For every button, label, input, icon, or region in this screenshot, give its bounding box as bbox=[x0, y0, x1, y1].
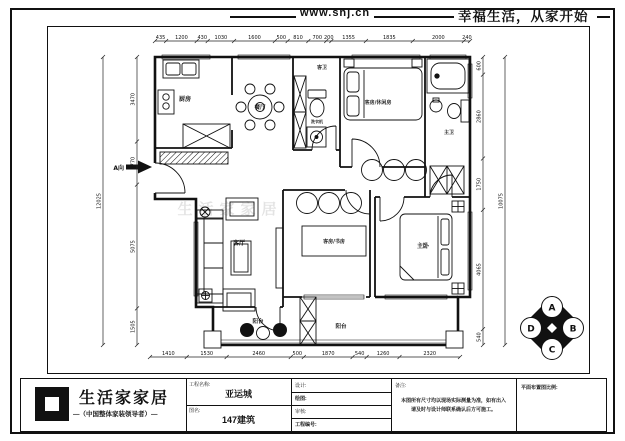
room-label-2: 客卫 bbox=[316, 65, 328, 71]
dim-right bbox=[477, 55, 486, 347]
drawing-value: 147建筑 bbox=[221, 415, 256, 425]
svg-text:1200: 1200 bbox=[175, 35, 188, 41]
svg-text:1870: 1870 bbox=[321, 351, 335, 357]
guest-bath-fixtures bbox=[294, 76, 326, 148]
note-cell bbox=[391, 379, 516, 431]
dim-bottom bbox=[148, 351, 462, 359]
company-logo bbox=[35, 387, 69, 421]
svg-text:1750: 1750 bbox=[476, 177, 483, 191]
dim-top bbox=[153, 35, 472, 43]
balcony-pier-left bbox=[204, 331, 221, 348]
field-review: 审核: bbox=[295, 409, 307, 415]
svg-text:1530: 1530 bbox=[200, 351, 214, 357]
svg-text:500: 500 bbox=[292, 351, 303, 357]
svg-text:1600: 1600 bbox=[248, 35, 261, 41]
svg-text:2460: 2460 bbox=[252, 351, 266, 357]
index-letter-B: B bbox=[569, 324, 577, 335]
svg-text:2000: 2000 bbox=[431, 35, 445, 41]
project-cell bbox=[186, 379, 291, 431]
project-value: 亚运城 bbox=[224, 389, 252, 399]
room-label-0: 厨房 bbox=[178, 96, 192, 103]
master-bath-fixtures bbox=[427, 59, 469, 122]
svg-text:430: 430 bbox=[197, 35, 208, 41]
svg-text:1505: 1505 bbox=[130, 320, 137, 334]
scale-label: 平面布置图比例: bbox=[521, 385, 558, 391]
svg-text:2860: 2860 bbox=[476, 110, 483, 123]
room-label-5: 主卫 bbox=[443, 130, 455, 136]
note-label: 备注: bbox=[395, 383, 407, 389]
drawing-label: 图名: bbox=[189, 408, 201, 414]
website-text: www.shj.cn bbox=[300, 7, 371, 19]
svg-text:200: 200 bbox=[324, 35, 334, 41]
dimension-lines bbox=[97, 35, 508, 359]
title-block bbox=[20, 378, 607, 432]
watermark-text: 生活家家居 bbox=[177, 200, 283, 218]
room-label-7: 客房/书房 bbox=[323, 239, 345, 245]
svg-text:600: 600 bbox=[476, 61, 483, 71]
field-draft: 绘图: bbox=[295, 396, 307, 402]
svg-text:10075: 10075 bbox=[498, 193, 505, 209]
svg-text:500: 500 bbox=[276, 35, 287, 41]
index-letter-D: D bbox=[527, 324, 535, 335]
index-letter-A: A bbox=[548, 303, 556, 314]
balcony-pier-right bbox=[446, 331, 463, 348]
slogan-text: 幸福生活，从家开始 bbox=[458, 9, 589, 24]
svg-text:435: 435 bbox=[155, 35, 166, 41]
index-letter-C: C bbox=[548, 345, 556, 356]
room-label-10: 阳台 bbox=[335, 324, 347, 330]
svg-text:2320: 2320 bbox=[423, 351, 437, 357]
company-name: 生活家家居 bbox=[79, 390, 170, 407]
svg-text:1355: 1355 bbox=[342, 35, 356, 41]
svg-text:540: 540 bbox=[476, 332, 483, 342]
room-label-1: 餐厅 bbox=[254, 105, 266, 111]
room-label-9: 阳台 bbox=[252, 319, 264, 325]
room-label-8: 主卧 bbox=[416, 243, 430, 250]
svg-text:1770: 1770 bbox=[130, 156, 137, 170]
svg-text:540: 540 bbox=[354, 351, 365, 357]
svg-text:810: 810 bbox=[293, 35, 303, 41]
svg-text:700: 700 bbox=[312, 35, 323, 41]
room-label-3: 洗衣机 bbox=[311, 119, 323, 124]
dim-right-overall bbox=[499, 55, 508, 347]
leisure-room-bed bbox=[344, 59, 422, 120]
svg-text:3470: 3470 bbox=[130, 92, 137, 106]
svg-text:1260: 1260 bbox=[376, 351, 390, 357]
master-bed bbox=[400, 166, 464, 294]
room-label-6: 客厅 bbox=[232, 240, 246, 247]
fields-cell bbox=[291, 379, 391, 431]
interior-walls bbox=[155, 57, 470, 307]
svg-text:12025: 12025 bbox=[96, 193, 103, 209]
section-marker-label: A向 bbox=[113, 165, 124, 172]
field-design: 设计: bbox=[295, 383, 307, 389]
company-tagline: —（中国整体家装领导者）— bbox=[73, 411, 158, 418]
dim-left bbox=[131, 55, 140, 347]
project-label: 工程名称: bbox=[189, 382, 211, 388]
svg-text:1030: 1030 bbox=[214, 35, 228, 41]
scale-cell bbox=[516, 379, 606, 431]
note-line-1: 本图所有尺寸均以现场实际测量为准，如有出入 bbox=[400, 398, 506, 404]
note-line-2: 请及时与设计师联系确认后方可施工。 bbox=[410, 407, 496, 413]
svg-text:4065: 4065 bbox=[476, 263, 483, 276]
svg-text:1410: 1410 bbox=[162, 351, 175, 357]
svg-text:240: 240 bbox=[462, 35, 472, 41]
dim-left-overall bbox=[97, 55, 106, 347]
field-project-no: 工程编号: bbox=[295, 422, 317, 428]
svg-text:1835: 1835 bbox=[382, 35, 396, 41]
room-label-4: 客房/休闲房 bbox=[364, 100, 392, 106]
svg-text:5075: 5075 bbox=[130, 240, 137, 253]
